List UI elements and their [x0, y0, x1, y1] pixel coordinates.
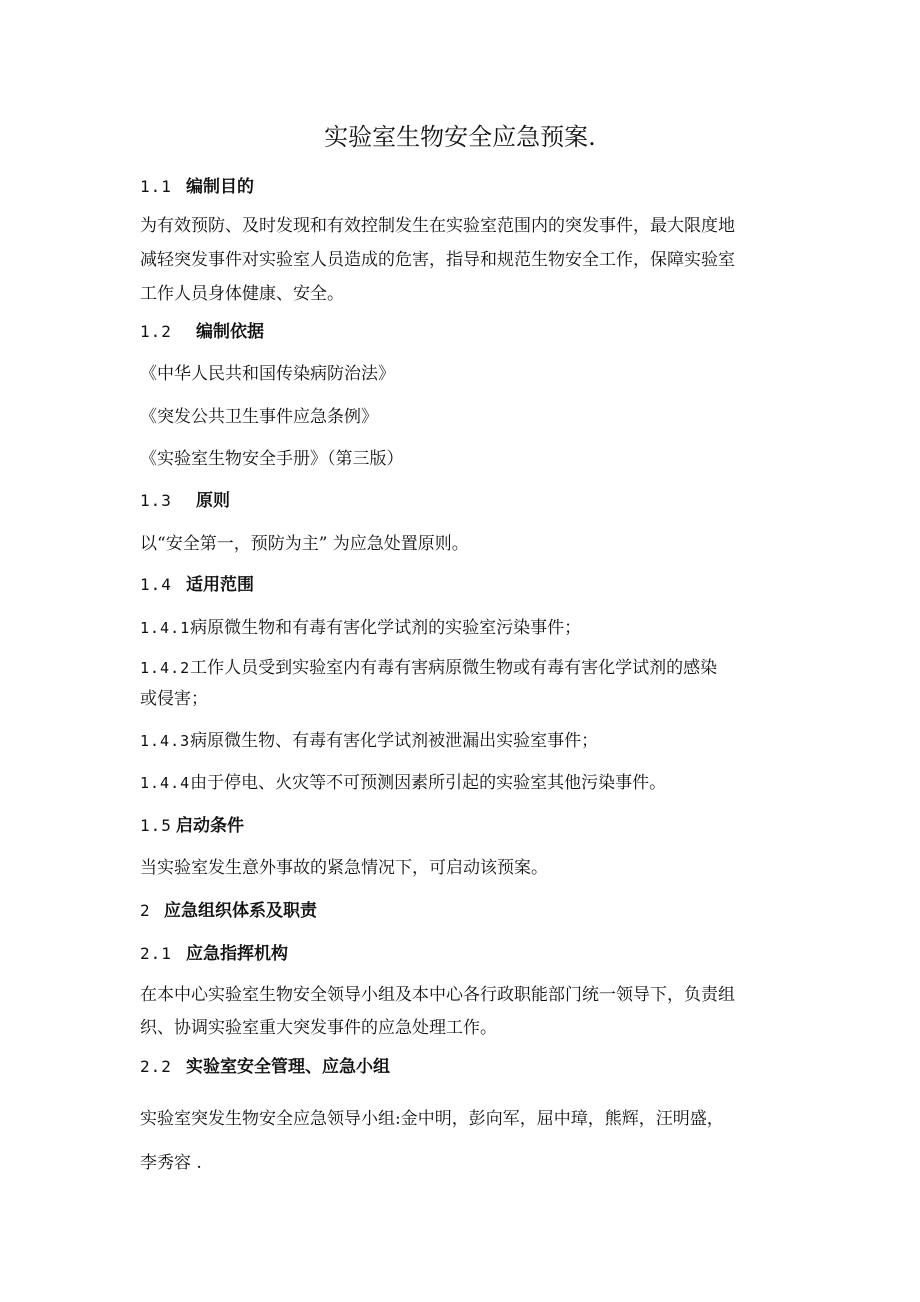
section-title: 实验室安全管理、应急小组	[186, 1057, 390, 1077]
scope-item-text: 由于停电、火灾等不可预测因素所引起的实验室其他污染事件。	[190, 773, 667, 793]
scope-item-text: 病原微生物和有毒有害化学试剂的实验室污染事件；	[190, 618, 582, 638]
section-number: 2	[140, 901, 151, 920]
document-title: 实验室生物安全应急预案.	[324, 123, 596, 151]
section-number: 2.2	[140, 1057, 172, 1076]
paragraph-line: 以“安全第一，预防为主” 为应急处置原则。	[140, 534, 469, 554]
section-number: 2.1	[140, 944, 172, 963]
scope-item-continuation: 或侵害；	[140, 689, 208, 709]
section-title: 应急指挥机构	[186, 944, 288, 964]
paragraph-line: 为有效预防、及时发现和有效控制发生在实验室范围内的突发事件，最大限度地	[140, 216, 735, 236]
section-heading-1-2	[140, 321, 264, 343]
section-number: 1.1	[140, 177, 172, 196]
section-heading-2-1	[140, 943, 288, 965]
paragraph-line: 减轻突发事件对实验室人员造成的危害，指导和规范生物安全工作，保障实验室	[140, 250, 735, 270]
scope-item	[140, 656, 717, 680]
section-heading-2	[140, 900, 317, 922]
section-title: 启动条件	[176, 816, 244, 836]
section-title: 原则	[196, 491, 230, 511]
section-title: 应急组织体系及职责	[164, 901, 317, 921]
paragraph-line: 在本中心实验室生物安全领导小组及本中心各行政职能部门统一领导下，负责组	[140, 985, 735, 1005]
section-number: 1.4	[140, 575, 172, 594]
scope-item-number: 1.4.1	[140, 619, 191, 637]
scope-item	[140, 729, 598, 753]
paragraph-line: 织、协调实验室重大突发事件的应急处理工作。	[140, 1018, 497, 1038]
section-heading-1-1	[140, 176, 254, 198]
section-heading-1-5	[140, 815, 244, 837]
section-number: 1.5	[140, 816, 172, 835]
section-number: 1.2	[140, 322, 172, 341]
scope-item-text: 工作人员受到实验室内有毒有害病原微生物或有毒有害化学试剂的感染	[190, 658, 718, 678]
section-heading-1-4	[140, 574, 254, 596]
reference-item: 《突发公共卫生事件应急条例》	[140, 407, 378, 427]
reference-item: 《中华人民共和国传染病防治法》	[140, 364, 395, 384]
paragraph-line: 实验室突发生物安全应急领导小组:金中明，彭向军，屈中璋，熊辉，汪明盛，	[140, 1109, 724, 1129]
section-number: 1.3	[140, 491, 172, 510]
paragraph-line: 工作人员身体健康、安全。	[140, 284, 344, 304]
scope-item-text: 病原微生物、有毒有害化学试剂被泄漏出实验室事件；	[190, 731, 599, 751]
section-title: 适用范围	[186, 575, 254, 595]
paragraph-line: 李秀容 .	[140, 1153, 202, 1173]
section-title: 编制依据	[196, 322, 264, 342]
scope-item-number: 1.4.2	[140, 659, 191, 677]
section-heading-1-3	[140, 490, 230, 512]
paragraph-line: 当实验室发生意外事故的紧急情况下，可启动该预案。	[140, 858, 548, 878]
section-heading-2-2	[140, 1056, 390, 1078]
scope-item	[140, 771, 666, 795]
scope-item-number: 1.4.3	[140, 732, 191, 750]
scope-item	[140, 616, 581, 640]
scope-item-number: 1.4.4	[140, 774, 191, 792]
reference-item: 《实验室生物安全手册》（第三版）	[140, 449, 404, 469]
section-title: 编制目的	[186, 177, 254, 197]
